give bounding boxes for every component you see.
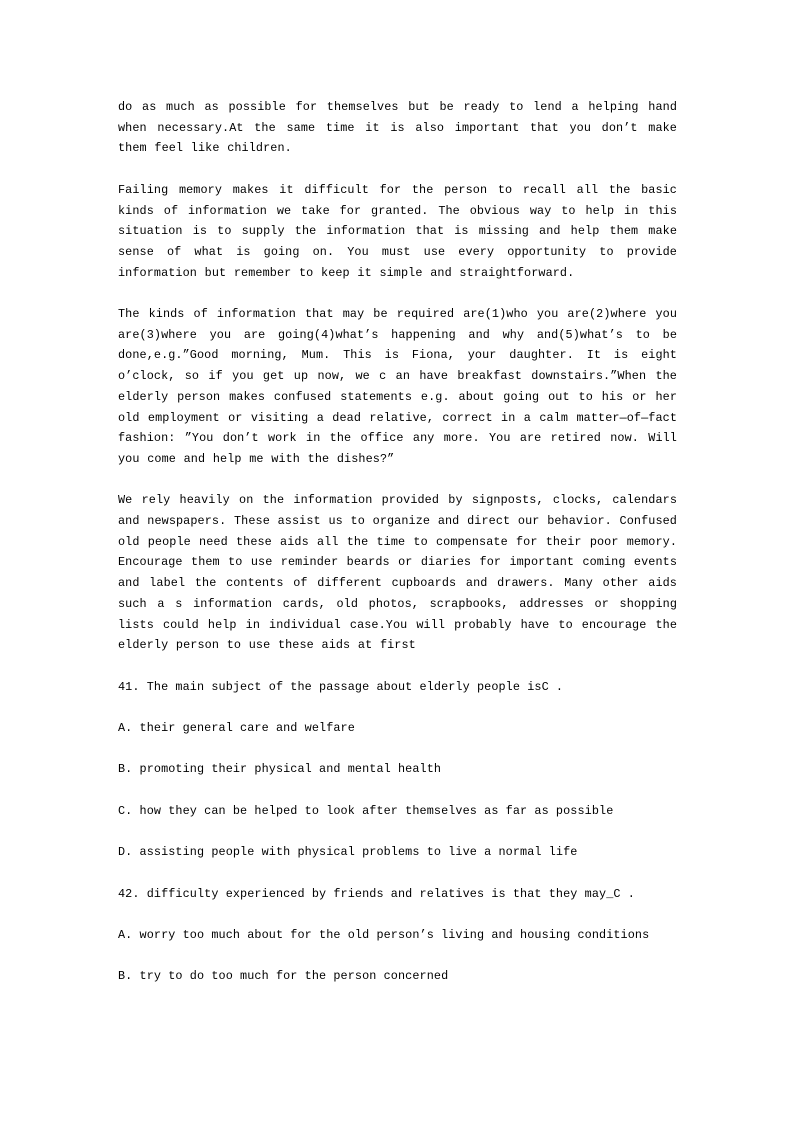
passage-paragraph: Failing memory makes it difficult for the person to recall all the basic kinds of information we take for granted. The obvious way to help in this situation is to supply the information that is missing and help them make sense of what is going on. You must use every opportunity to provide information but remember to keep it simple and straightforward. xyxy=(118,182,677,280)
question-42-option-a: A. worry too much about for the old person’s living and housing conditions xyxy=(118,927,650,942)
question-42-stem: 42. difficulty experienced by friends and relatives is that they may_C . xyxy=(118,886,635,901)
question-41-option-c: C. how they can be helped to look after themselves as far as possible xyxy=(118,803,614,818)
question-41-option-a: A. their general care and welfare xyxy=(118,721,355,736)
question-41-stem: 41. The main subject of the passage about elderly people isC . xyxy=(118,679,564,694)
passage-paragraph: do as much as possible for themselves but be ready to lend a helping hand when necessary.At the same time it is also important that you don’t make them feel like children. xyxy=(118,100,677,156)
question-41-option-b: B. promoting their physical and mental health xyxy=(118,762,442,777)
question-41-option-d: D. assisting people with physical problems to live a normal life xyxy=(118,845,578,860)
question-42-option-b: B. try to do too much for the person concerned xyxy=(118,969,449,984)
passage-paragraph: The kinds of information that may be required are(1)who you are(2)where you are(3)where you are going(4)what’s happening and why and(5)what’s to be done,e.g.”Good morning, Mum. This is Fiona, your daughter. It is eight o’clock, so if you get up now, we c an have breakfast downstairs.”When the elderly person makes confused statements e.g. about going out to his or her old employment or visiting a dead relative, correct in a calm matter—of—fact fashion: ”You don’t work in the office any more. You are retired now. Will you come and help me with the dishes?” xyxy=(118,307,677,466)
passage-paragraph: We rely heavily on the information provided by signposts, clocks, calendars and newspapers. These assist us to organize and direct our behavior. Confused old people need these aids all the time to compensate for their poor memory. Encourage them to use reminder beards or diaries for important coming events and label the contents of different cupboards and drawers. Many other aids such a s information cards, old photos, scrapbooks, addresses or shopping lists could help in individual case.You will probably have to encourage the elderly person to use these aids at first xyxy=(118,493,677,653)
passage-content xyxy=(118,97,677,1008)
